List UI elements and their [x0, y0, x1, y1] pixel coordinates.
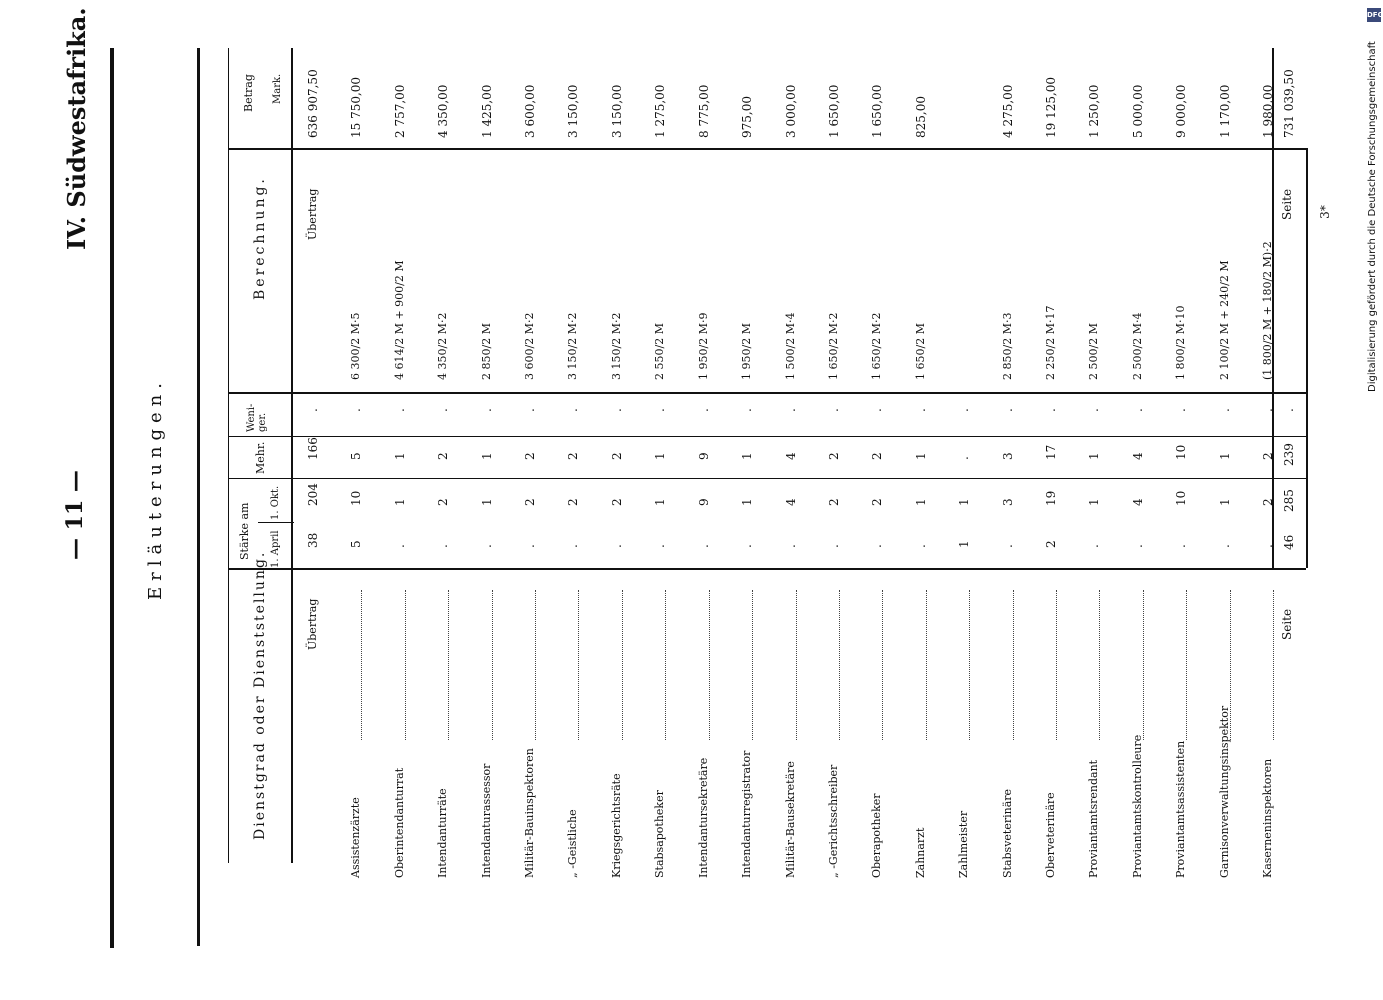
row-betrag: 3 150,00: [566, 84, 580, 138]
row-weniger: .: [1001, 408, 1015, 412]
page-number: — 11 —: [62, 470, 88, 560]
row-april: .: [1001, 544, 1015, 548]
row-mehr: 4: [784, 452, 798, 460]
row-weniger: .: [480, 408, 494, 412]
row-calc: 3 150/2 M·2: [566, 312, 579, 380]
row-betrag: 1 650,00: [870, 84, 884, 138]
total-okt: 285: [1282, 489, 1296, 512]
row-calc: 1 650/2 M·2: [870, 312, 883, 380]
row-april: .: [1174, 544, 1188, 548]
row-mehr: 3: [1001, 452, 1015, 460]
row-name: Stabsapotheker: [653, 790, 666, 878]
row-name: Proviantamtskontrolleure: [1131, 734, 1144, 878]
row-april: .: [784, 544, 798, 548]
row-weniger: .: [914, 408, 928, 412]
row-april: .: [914, 544, 928, 548]
row-mehr: 1: [914, 452, 928, 460]
row-april: .: [740, 544, 754, 548]
row-betrag: 4 350,00: [436, 84, 450, 138]
row-weniger: .: [1131, 408, 1145, 412]
row-mehr: 1: [653, 452, 667, 460]
row-calc: 2 100/2 M + 240/2 M: [1218, 260, 1231, 380]
row-name: Proviantamtsassistenten: [1174, 740, 1187, 878]
header-okt: 1. Okt.: [270, 485, 281, 520]
total-mehr: 239: [1282, 443, 1296, 466]
row-mehr: 2: [827, 452, 841, 460]
header-dienstgrad: Dienstgrad oder Dienststellung.: [252, 550, 268, 840]
row-calc: 6 300/2 M·5: [349, 312, 362, 380]
row-okt: 10: [1174, 490, 1188, 506]
row-name: Proviantamtsrendant: [1087, 759, 1100, 878]
total-weniger: .: [1282, 408, 1296, 412]
row-betrag: 4 275,00: [1001, 84, 1015, 138]
row-okt: 1: [480, 498, 494, 506]
row-weniger: .: [957, 408, 971, 412]
row-weniger: .: [1261, 408, 1275, 412]
row-april: .: [1218, 544, 1232, 548]
row-mehr: 17: [1044, 444, 1058, 460]
dotted-leader: [405, 590, 406, 740]
row-name: Übertrag: [306, 598, 319, 650]
row-weniger: .: [610, 408, 624, 412]
col-sep-april: [258, 522, 294, 523]
row-betrag: 9 000,00: [1174, 84, 1188, 138]
row-weniger: .: [1044, 408, 1058, 412]
header-bottom-rule: [291, 48, 293, 863]
row-calc: 1 650/2 M·2: [827, 312, 840, 380]
col-sep-name: [228, 568, 1306, 570]
header-mark: Mark.: [272, 73, 283, 104]
row-april: .: [870, 544, 884, 548]
row-okt: 9: [697, 498, 711, 506]
row-april: .: [653, 544, 667, 548]
dfg-logo: DFG: [1367, 8, 1381, 22]
row-okt: 1: [1218, 498, 1232, 506]
row-weniger: .: [827, 408, 841, 412]
header-april: 1. April: [270, 530, 281, 568]
row-okt: 3: [1001, 498, 1015, 506]
row-betrag: 1 650,00: [827, 84, 841, 138]
col-sep-mehr: [228, 436, 1306, 437]
footer-mark: 3*: [1317, 205, 1332, 219]
row-calc: 3 600/2 M·2: [523, 312, 536, 380]
table-bottom-rule: [1306, 148, 1308, 568]
row-mehr: 4: [1131, 452, 1145, 460]
row-april: .: [697, 544, 711, 548]
row-weniger: .: [393, 408, 407, 412]
row-april: .: [393, 544, 407, 548]
row-okt: 2: [870, 498, 884, 506]
row-mehr: 166: [306, 437, 320, 460]
header-weniger: Weni-ger.: [246, 403, 268, 432]
row-name: Intendantursekretäre: [697, 757, 710, 878]
row-okt: 2: [436, 498, 450, 506]
dotted-leader: [1273, 590, 1274, 740]
row-betrag: 3 150,00: [610, 84, 624, 138]
row-april: .: [523, 544, 537, 548]
row-calc: 1 950/2 M: [740, 323, 753, 380]
row-weniger: .: [306, 408, 320, 412]
row-calc: 2 850/2 M·3: [1001, 312, 1014, 380]
row-okt: 10: [349, 490, 363, 506]
col-sep-okt: [228, 478, 1306, 479]
row-name: Intendanturregistrator: [740, 750, 753, 878]
row-okt: 4: [784, 498, 798, 506]
row-betrag: 1 275,00: [653, 84, 667, 138]
row-name: Intendanturräte: [436, 788, 449, 878]
row-okt: 1: [957, 498, 971, 506]
dotted-leader: [796, 590, 797, 740]
row-mehr: 1: [480, 452, 494, 460]
row-betrag: 1 980,00: [1261, 84, 1275, 138]
row-weniger: .: [697, 408, 711, 412]
row-name: Garnisonverwaltungsinspektor: [1218, 705, 1231, 878]
row-april: .: [1261, 544, 1275, 548]
row-weniger: .: [566, 408, 580, 412]
row-calc: (1 800/2 M + 180/2 M)·2: [1261, 241, 1274, 380]
row-calc: 1 500/2 M·4: [784, 312, 797, 380]
dotted-leader: [1230, 590, 1231, 740]
header-betrag: Betrag: [242, 74, 255, 112]
row-april: 5: [349, 540, 363, 548]
dotted-leader: [448, 590, 449, 740]
row-mehr: 2: [523, 452, 537, 460]
dotted-leader: [622, 590, 623, 740]
row-april: .: [1131, 544, 1145, 548]
dotted-leader: [578, 590, 579, 740]
dotted-leader: [665, 590, 666, 740]
row-betrag: 2 757,00: [393, 84, 407, 138]
row-weniger: .: [653, 408, 667, 412]
row-name: Zahnarzt: [914, 827, 927, 878]
dotted-leader: [361, 590, 362, 740]
row-okt: 2: [610, 498, 624, 506]
row-betrag: 1 170,00: [1218, 84, 1232, 138]
row-mehr: 2: [566, 452, 580, 460]
row-name: Militär-Bauinspektoren: [523, 748, 536, 878]
row-calc: 2 500/2 M: [1087, 323, 1100, 380]
row-weniger: .: [740, 408, 754, 412]
row-april: .: [610, 544, 624, 548]
row-name: Oberintendanturrat: [393, 767, 406, 878]
col-sep-weniger: [228, 392, 1306, 394]
header-staerke: Stärke am: [238, 502, 251, 560]
row-weniger: .: [1174, 408, 1188, 412]
row-name: Zahlmeister: [957, 810, 970, 878]
row-mehr: 2: [1261, 452, 1275, 460]
row-calc: 2 550/2 M: [653, 323, 666, 380]
row-calc: 2 250/2 M·17: [1044, 305, 1057, 380]
section-title: IV. Südwestafrika.: [62, 7, 91, 250]
row-okt: 204: [306, 483, 320, 506]
dotted-leader: [882, 590, 883, 740]
table-top-rule: [197, 48, 200, 946]
row-weniger: .: [1218, 408, 1232, 412]
row-calc: 1 800/2 M·10: [1174, 305, 1187, 380]
row-name: Oberveterinäre: [1044, 792, 1057, 878]
row-calc: 1 650/2 M: [914, 323, 927, 380]
row-okt: 4: [1131, 498, 1145, 506]
row-calc: 2 500/2 M·4: [1131, 312, 1144, 380]
dotted-leader: [926, 590, 927, 740]
row-mehr: 1: [393, 452, 407, 460]
row-april: .: [480, 544, 494, 548]
dotted-leader: [492, 590, 493, 740]
row-name: Kriegsgerichtsräte: [610, 773, 623, 878]
row-mehr: 5: [349, 452, 363, 460]
row-calc: 4 350/2 M·2: [436, 312, 449, 380]
row-name: Oberapotheker: [870, 793, 883, 878]
row-name: Stabsveterinäre: [1001, 788, 1014, 878]
row-calc: Übertrag: [306, 188, 319, 240]
row-calc: 2 850/2 M: [480, 323, 493, 380]
dotted-leader: [1186, 590, 1187, 740]
row-name: „ -Gerichtsschreiber: [827, 764, 840, 878]
col-sep-calc: [228, 148, 1306, 150]
row-betrag: 3 000,00: [784, 84, 798, 138]
row-mehr: 9: [697, 452, 711, 460]
dotted-leader: [1099, 590, 1100, 740]
dotted-leader: [752, 590, 753, 740]
row-betrag: 5 000,00: [1131, 84, 1145, 138]
row-calc: 4 614/2 M + 900/2 M: [393, 260, 406, 380]
dotted-leader: [709, 590, 710, 740]
header-berechnung: Berechnung.: [252, 176, 268, 300]
row-mehr: 1: [1087, 452, 1101, 460]
row-april: 1: [957, 540, 971, 548]
row-mehr: 2: [436, 452, 450, 460]
row-betrag: 1 250,00: [1087, 84, 1101, 138]
row-april: 2: [1044, 540, 1058, 548]
row-okt: 2: [1261, 498, 1275, 506]
total-april: 46: [1282, 534, 1296, 550]
row-weniger: .: [436, 408, 450, 412]
dotted-leader: [969, 590, 970, 740]
row-betrag: 975,00: [740, 96, 754, 138]
row-okt: 2: [566, 498, 580, 506]
row-weniger: .: [1087, 408, 1101, 412]
row-weniger: .: [349, 408, 363, 412]
row-okt: 1: [1087, 498, 1101, 506]
row-april: .: [566, 544, 580, 548]
row-okt: 2: [523, 498, 537, 506]
row-name: Intendanturassessor: [480, 763, 493, 878]
row-name: Assistenzärzte: [349, 797, 362, 878]
row-april: .: [436, 544, 450, 548]
row-mehr: 2: [870, 452, 884, 460]
row-okt: 1: [393, 498, 407, 506]
dotted-leader: [1013, 590, 1014, 740]
row-april: 38: [306, 532, 320, 548]
row-mehr: 1: [740, 452, 754, 460]
row-name: Militär-Bausekretäre: [784, 761, 797, 878]
row-name: Kaserneninspektoren: [1261, 758, 1274, 878]
row-mehr: .: [957, 456, 971, 460]
row-weniger: .: [870, 408, 884, 412]
dotted-leader: [1056, 590, 1057, 740]
heading-erlaeuterungen: Erläuterungen.: [145, 377, 166, 600]
row-weniger: .: [784, 408, 798, 412]
row-betrag: 825,00: [914, 96, 928, 138]
row-april: .: [827, 544, 841, 548]
row-betrag: 3 600,00: [523, 84, 537, 138]
row-betrag: 19 125,00: [1044, 76, 1058, 138]
total-label: Seite: [1280, 608, 1294, 640]
row-okt: 1: [914, 498, 928, 506]
dotted-leader: [1143, 590, 1144, 740]
row-okt: 1: [653, 498, 667, 506]
row-okt: 2: [827, 498, 841, 506]
total-betrag: 731 039,50: [1282, 69, 1296, 138]
digitization-note: Digitalisierung gefördert durch die Deutsche Forschungsgemeinschaft: [1367, 41, 1378, 392]
row-okt: 1: [740, 498, 754, 506]
row-betrag: 1 425,00: [480, 84, 494, 138]
row-okt: 19: [1044, 490, 1058, 506]
row-betrag: 636 907,50: [306, 69, 320, 138]
row-mehr: 2: [610, 452, 624, 460]
row-mehr: 1: [1218, 452, 1232, 460]
dotted-leader: [535, 590, 536, 740]
row-mehr: 10: [1174, 444, 1188, 460]
row-weniger: .: [523, 408, 537, 412]
row-name: „ -Geistliche: [566, 809, 579, 878]
header-left-rule: [228, 48, 229, 863]
row-betrag: 8 775,00: [697, 84, 711, 138]
header-mehr: Mehr.: [254, 441, 267, 474]
row-calc: 1 950/2 M·9: [697, 312, 710, 380]
row-calc: 3 150/2 M·2: [610, 312, 623, 380]
total-calc-label: Seite: [1280, 188, 1294, 220]
row-betrag: 15 750,00: [349, 76, 363, 138]
dotted-leader: [839, 590, 840, 740]
outer-rule-thick: [110, 48, 114, 948]
row-april: .: [1087, 544, 1101, 548]
